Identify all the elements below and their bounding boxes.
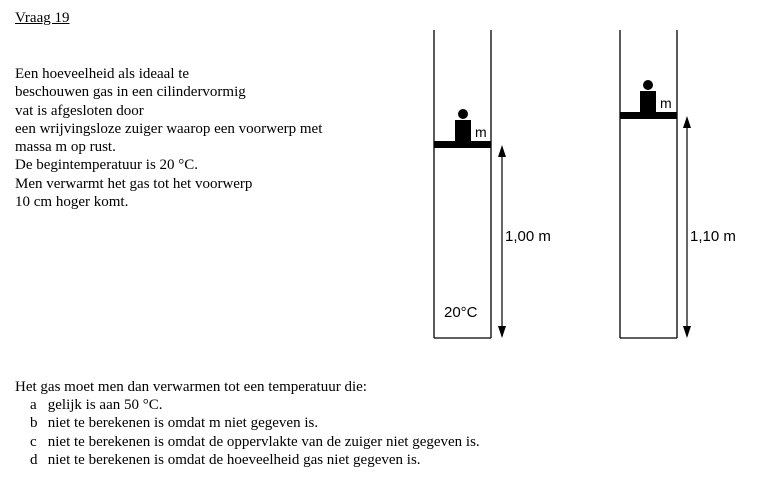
mass-block-left — [455, 120, 471, 141]
option-letter: d — [30, 451, 38, 468]
option-text: gelijk is aan 50 °C. — [47, 397, 163, 414]
intro-line: massa m op rust. — [15, 139, 116, 156]
mass-label-right: m — [660, 95, 672, 111]
option-text: niet te berekenen is omdat de hoeveelheid gas niet gegeven is. — [47, 451, 421, 468]
option-text: niet te berekenen is omdat m niet gegeven is. — [47, 415, 319, 432]
intro-line: een wrijvingsloze zuiger waarop een voorwerp met — [15, 120, 323, 137]
answer-option-c[interactable] — [15, 433, 480, 451]
intro-line: beschouwen gas in een cilindervormig — [15, 84, 246, 101]
question-stem: Het gas moet men dan verwarmen tot een temperatuur die: — [15, 379, 367, 395]
answer-option-a[interactable] — [15, 396, 480, 414]
mass-block-right — [640, 91, 656, 112]
height-label-right: 1,10 m — [690, 228, 736, 245]
piston-left — [434, 141, 491, 148]
answer-option-b[interactable] — [15, 414, 480, 432]
intro-line: Men verwarmt het gas tot het voorwerp — [15, 175, 253, 192]
intro-line: De begintemperatuur is 20 °C. — [15, 157, 199, 174]
answer-option-d[interactable] — [15, 451, 480, 469]
option-text: niet te berekenen is omdat de oppervlakte van de zuiger niet gegeven is. — [47, 433, 480, 450]
option-letter: b — [30, 415, 38, 432]
question-title: Vraag 19 — [15, 10, 70, 26]
height-arrow-right — [683, 116, 691, 338]
cylinder-left — [434, 30, 491, 338]
cylinder-right — [620, 30, 677, 338]
option-letter: a — [30, 397, 37, 414]
mass-knob-right — [643, 80, 653, 90]
height-label-left: 1,00 m — [505, 228, 551, 245]
intro-line: 10 cm hoger komt. — [15, 194, 129, 211]
intro-line: vat is afgesloten door — [15, 102, 144, 119]
option-letter: c — [30, 433, 37, 450]
mass-knob-left — [458, 109, 468, 119]
temperature-label: 20°C — [444, 304, 478, 321]
intro-line: Een hoeveelheid als ideaal te — [15, 66, 190, 82]
question-body — [15, 378, 480, 469]
mass-label-left: m — [475, 124, 487, 140]
piston-right — [620, 112, 677, 119]
